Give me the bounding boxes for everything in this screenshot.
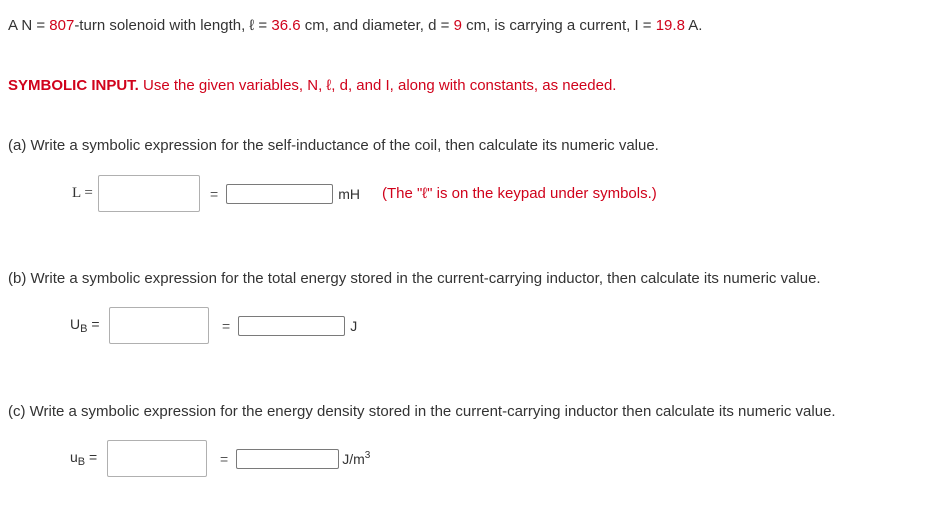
part-c-prompt: (c) Write a symbolic expression for the energy density stored in the current-carrying inductor then calculate its numeric value. [8,403,836,420]
part-b-var-sub: B [80,323,88,335]
part-c-symbolic-input[interactable] [107,440,207,477]
part-b-answer-row [70,307,357,344]
part-c-unit-sup: 3 [364,450,371,461]
turns-value: 807 [49,17,75,34]
part-a-prompt: (a) Write a symbolic expression for the self-inductance of the coil, then calculate its numeric value. [8,137,659,154]
problem-intro: A N = [8,17,50,34]
problem-text-2: cm, and diameter, d = [300,17,454,34]
diameter-value: 9 [453,17,462,34]
part-c-variable-label [70,449,107,468]
current-value: 19.8 [655,17,685,34]
part-b-variable-label [70,316,109,335]
symbolic-input-label: SYMBOLIC INPUT. [8,77,139,94]
length-value: 36.6 [271,17,301,34]
problem-statement [8,16,702,36]
part-a-answer-row [72,175,657,212]
part-b-symbolic-input[interactable] [109,307,209,344]
part-c-numeric-input[interactable] [236,449,339,469]
symbolic-input-text: Use the given variables, N, ℓ, d, and I, along with constants, as needed. [138,77,617,94]
problem-text-4: A. [684,17,703,34]
part-c-unit-main: J/m [342,451,365,467]
part-a-variable-label: L = [72,185,93,201]
part-c-answer-row [70,440,370,477]
part-a-hint: (The "ℓ" is on the keypad under symbols.) [381,185,657,202]
problem-text-1: -turn solenoid with length, ℓ = [74,17,272,34]
part-c-unit [342,450,370,467]
symbolic-input-note [8,76,616,96]
problem-text-3: cm, is carrying a current, I = [461,17,656,34]
part-b-prompt: (b) Write a symbolic expression for the total energy stored in the current-carrying inductor, then calculate its numeric value. [8,270,821,287]
part-a-numeric-input[interactable] [226,184,333,204]
part-b-var-eq: = [87,316,100,332]
part-b-var-main: U [70,316,81,332]
part-b-unit: J [350,317,358,334]
part-b-equals: = [222,317,231,334]
part-c-var-main: u [70,449,78,465]
part-c-var-eq: = [85,449,98,465]
part-b-numeric-input[interactable] [238,316,345,336]
part-a-equals: = [210,185,219,202]
part-c-var-sub: B [77,456,86,468]
part-a-symbolic-input[interactable] [98,175,200,212]
part-c-equals: = [220,450,229,467]
part-a-unit: mH [338,185,360,202]
